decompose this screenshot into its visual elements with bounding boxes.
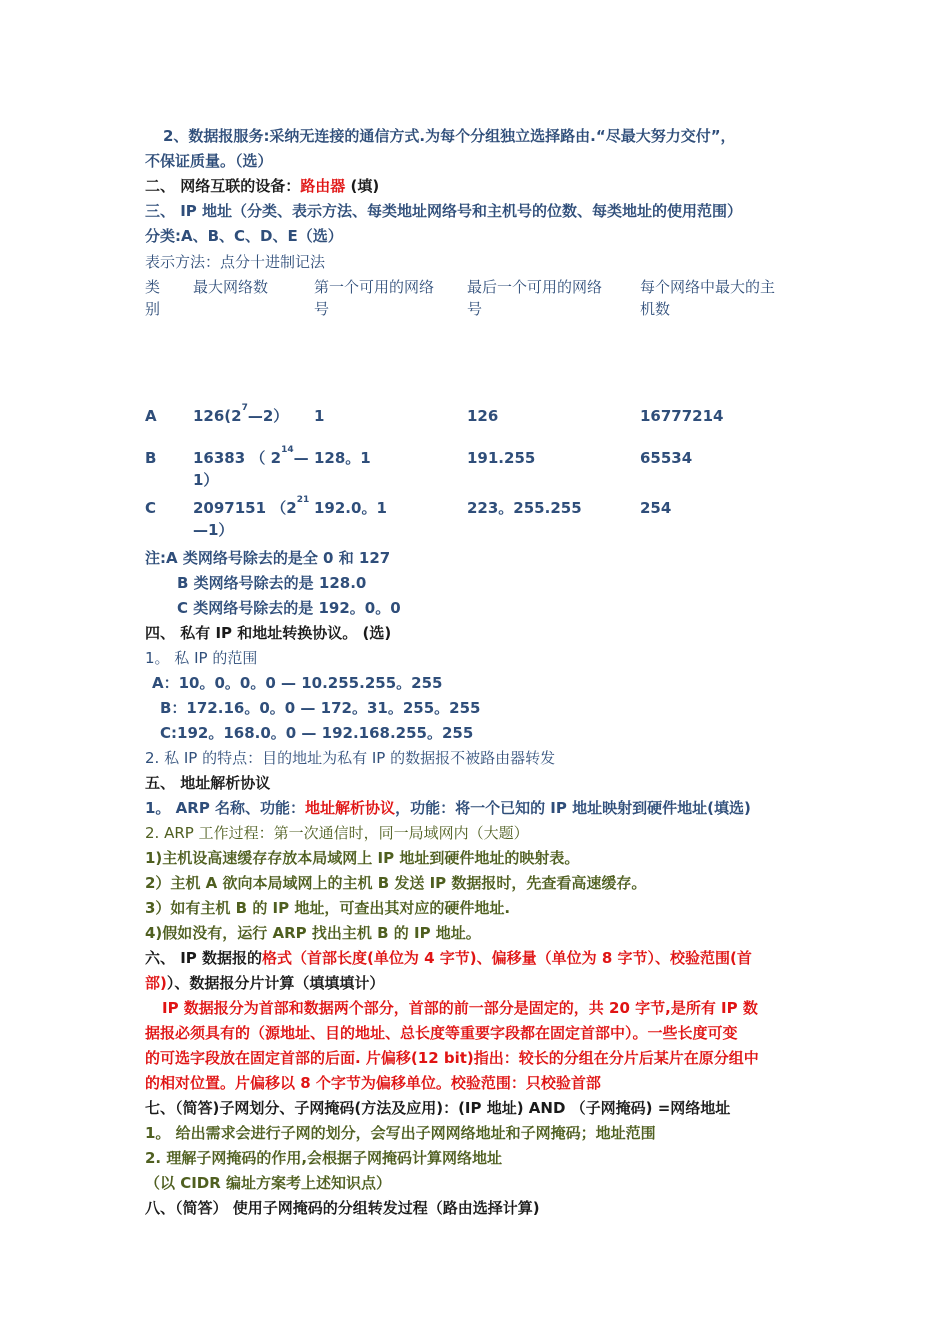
arp-step-4: 4)假如没有，运行 ARP 找出主机 B 的 IP 地址。 bbox=[145, 924, 481, 942]
table-header-first-network: 第一个可用的网络 号 bbox=[314, 278, 435, 318]
table-row-a-first: 1 bbox=[314, 407, 325, 425]
arp-step-1: 1)主机设高速缓存存放本局域网上 IP 地址到硬件地址的映射表。 bbox=[145, 849, 580, 867]
private-ip-range-title: 1。 私 IP 的范围 bbox=[145, 649, 258, 667]
section-8-heading: 八、（简答） 使用子网掩码的分组转发过程（路由选择计算) bbox=[145, 1199, 540, 1217]
datagram-service-line1: 2、数据报服务:采纳无连接的通信方式.为每个分组独立选择路由.“尽最大努力交付”， bbox=[163, 127, 736, 145]
private-range-c: C:192。168.0。0 — 192.168.255。255 bbox=[160, 724, 474, 742]
table-header-class: 类 别 bbox=[145, 278, 161, 318]
section-3-heading: 三、 IP 地址（分类、表示方法、每类地址网络号和主机号的位数、每类地址的使用范围） bbox=[145, 202, 743, 220]
arp-name-answer: 地址解析协议 bbox=[305, 799, 396, 817]
section-2-suffix: (填) bbox=[345, 177, 380, 195]
table-row-b-first: 128。1 bbox=[314, 449, 371, 467]
table-row-c-class: C bbox=[145, 499, 157, 517]
note-line-b: B 类网络号除去的是 128.0 bbox=[177, 574, 367, 592]
table-row-b-class: B bbox=[145, 449, 157, 467]
ip-classes-line: 分类:A、B、C、D、E（选） bbox=[145, 227, 343, 245]
table-header-max-networks: 最大网络数 bbox=[193, 278, 269, 296]
table-row-a-class: A bbox=[145, 407, 157, 425]
section-7-heading: 七、（简答)子网划分、子网掩码(方法及应用)：(IP 地址) AND （子网掩码) =网络地址 bbox=[145, 1099, 731, 1117]
datagram-service-line2: 不保证质量。（选） bbox=[145, 152, 273, 170]
table-row-a-hosts: 16777214 bbox=[640, 407, 724, 425]
note-line-a: 注:A 类网络号除去的是全 0 和 127 bbox=[145, 549, 391, 567]
table-row-a-last: 126 bbox=[467, 407, 499, 425]
table-row-c-hosts: 254 bbox=[640, 499, 672, 517]
arp-name-function: 1。 ARP 名称、功能：地址解析协议，功能：将一个已知的 IP 地址映射到硬件地址(填选) bbox=[145, 799, 751, 817]
section-6-heading-line1: 六、 IP 数据报的格式（首部长度(单位为 4 字节)、偏移量（单位为 8 字节）、校验范围(首 bbox=[145, 949, 752, 967]
ip-datagram-para-line4: 的相对位置。片偏移以 8 个字节为偏移单位。校验范围：只校验首部 bbox=[145, 1074, 601, 1092]
table-row-c-max: 2097151 （$2^{21}$ —1） bbox=[193, 495, 310, 539]
ip-datagram-para-line1: IP 数据报分为首部和数据两个部分，首部的前一部分是固定的，共 20 字节,是所有 IP 数 bbox=[162, 999, 758, 1017]
arp-step-3: 3）如有主机 B 的 IP 地址，可查出其对应的硬件地址. bbox=[145, 899, 511, 917]
table-row-c-first: 192.0。1 bbox=[314, 499, 387, 517]
section-6-heading-line2: 部)）、数据报分片计算（填填填计） bbox=[145, 974, 385, 992]
table-row-b-hosts: 65534 bbox=[640, 449, 693, 467]
section-2-heading bbox=[145, 175, 379, 197]
section-2-answer: 路由器 bbox=[300, 177, 346, 195]
subnet-item-1: 1。 给出需求会进行子网的划分，会写出子网网络地址和子网掩码；地址范围 bbox=[145, 1124, 656, 1142]
subnet-item-2: 2. 理解子网掩码的作用,会根据子网掩码计算网络地址 bbox=[145, 1149, 503, 1167]
table-header-max-hosts: 每个网络中最大的主 机数 bbox=[640, 278, 776, 318]
table-row-c-last: 223。255.255 bbox=[467, 499, 582, 517]
private-range-b: B：172.16。0。0 — 172。31。255。255 bbox=[160, 699, 481, 717]
table-header-last-network: 最后一个可用的网络 号 bbox=[467, 278, 603, 318]
note-line-c: C 类网络号除去的是 192。0。0 bbox=[177, 599, 401, 617]
table-row-b-last: 191.255 bbox=[467, 449, 536, 467]
subnet-cidr-note: （以 CIDR 编址方案考上述知识点） bbox=[145, 1174, 392, 1192]
notation-line: 表示方法：点分十进制记法 bbox=[145, 253, 326, 271]
private-range-a: A：10。0。0。0 — 10.255.255。255 bbox=[152, 674, 443, 692]
section-2-prefix: 二、 网络互联的设备： bbox=[145, 177, 301, 195]
table-row-a-max: $126(2^7—2)$ bbox=[193, 403, 289, 425]
arp-step-2: 2）主机 A 欲向本局域网上的主机 B 发送 IP 数据报时，先查看高速缓存。 bbox=[145, 874, 647, 892]
section-5-heading: 五、 地址解析协议 bbox=[145, 774, 271, 792]
private-ip-feature: 2. 私 IP 的特点：目的地址为私有 IP 的数据报不被路由器转发 bbox=[145, 749, 556, 767]
ip-datagram-para-line2: 据报必须具有的（源地址、目的地址、总长度等重要字段都在固定首部中）。一些长度可变 bbox=[145, 1024, 738, 1042]
table-row-b-max: 16383 （ $2^{14}—$ 1） bbox=[193, 445, 309, 489]
arp-process-title: 2. ARP 工作过程：第一次通信时，同一局域网内（大题） bbox=[145, 824, 529, 842]
ip-datagram-para-line3: 的可选字段放在固定首部的后面. 片偏移(12 bit)指出：较长的分组在分片后某片在原分组中 bbox=[145, 1049, 759, 1067]
section-4-heading: 四、 私有 IP 和地址转换协议。 (选) bbox=[145, 624, 392, 642]
